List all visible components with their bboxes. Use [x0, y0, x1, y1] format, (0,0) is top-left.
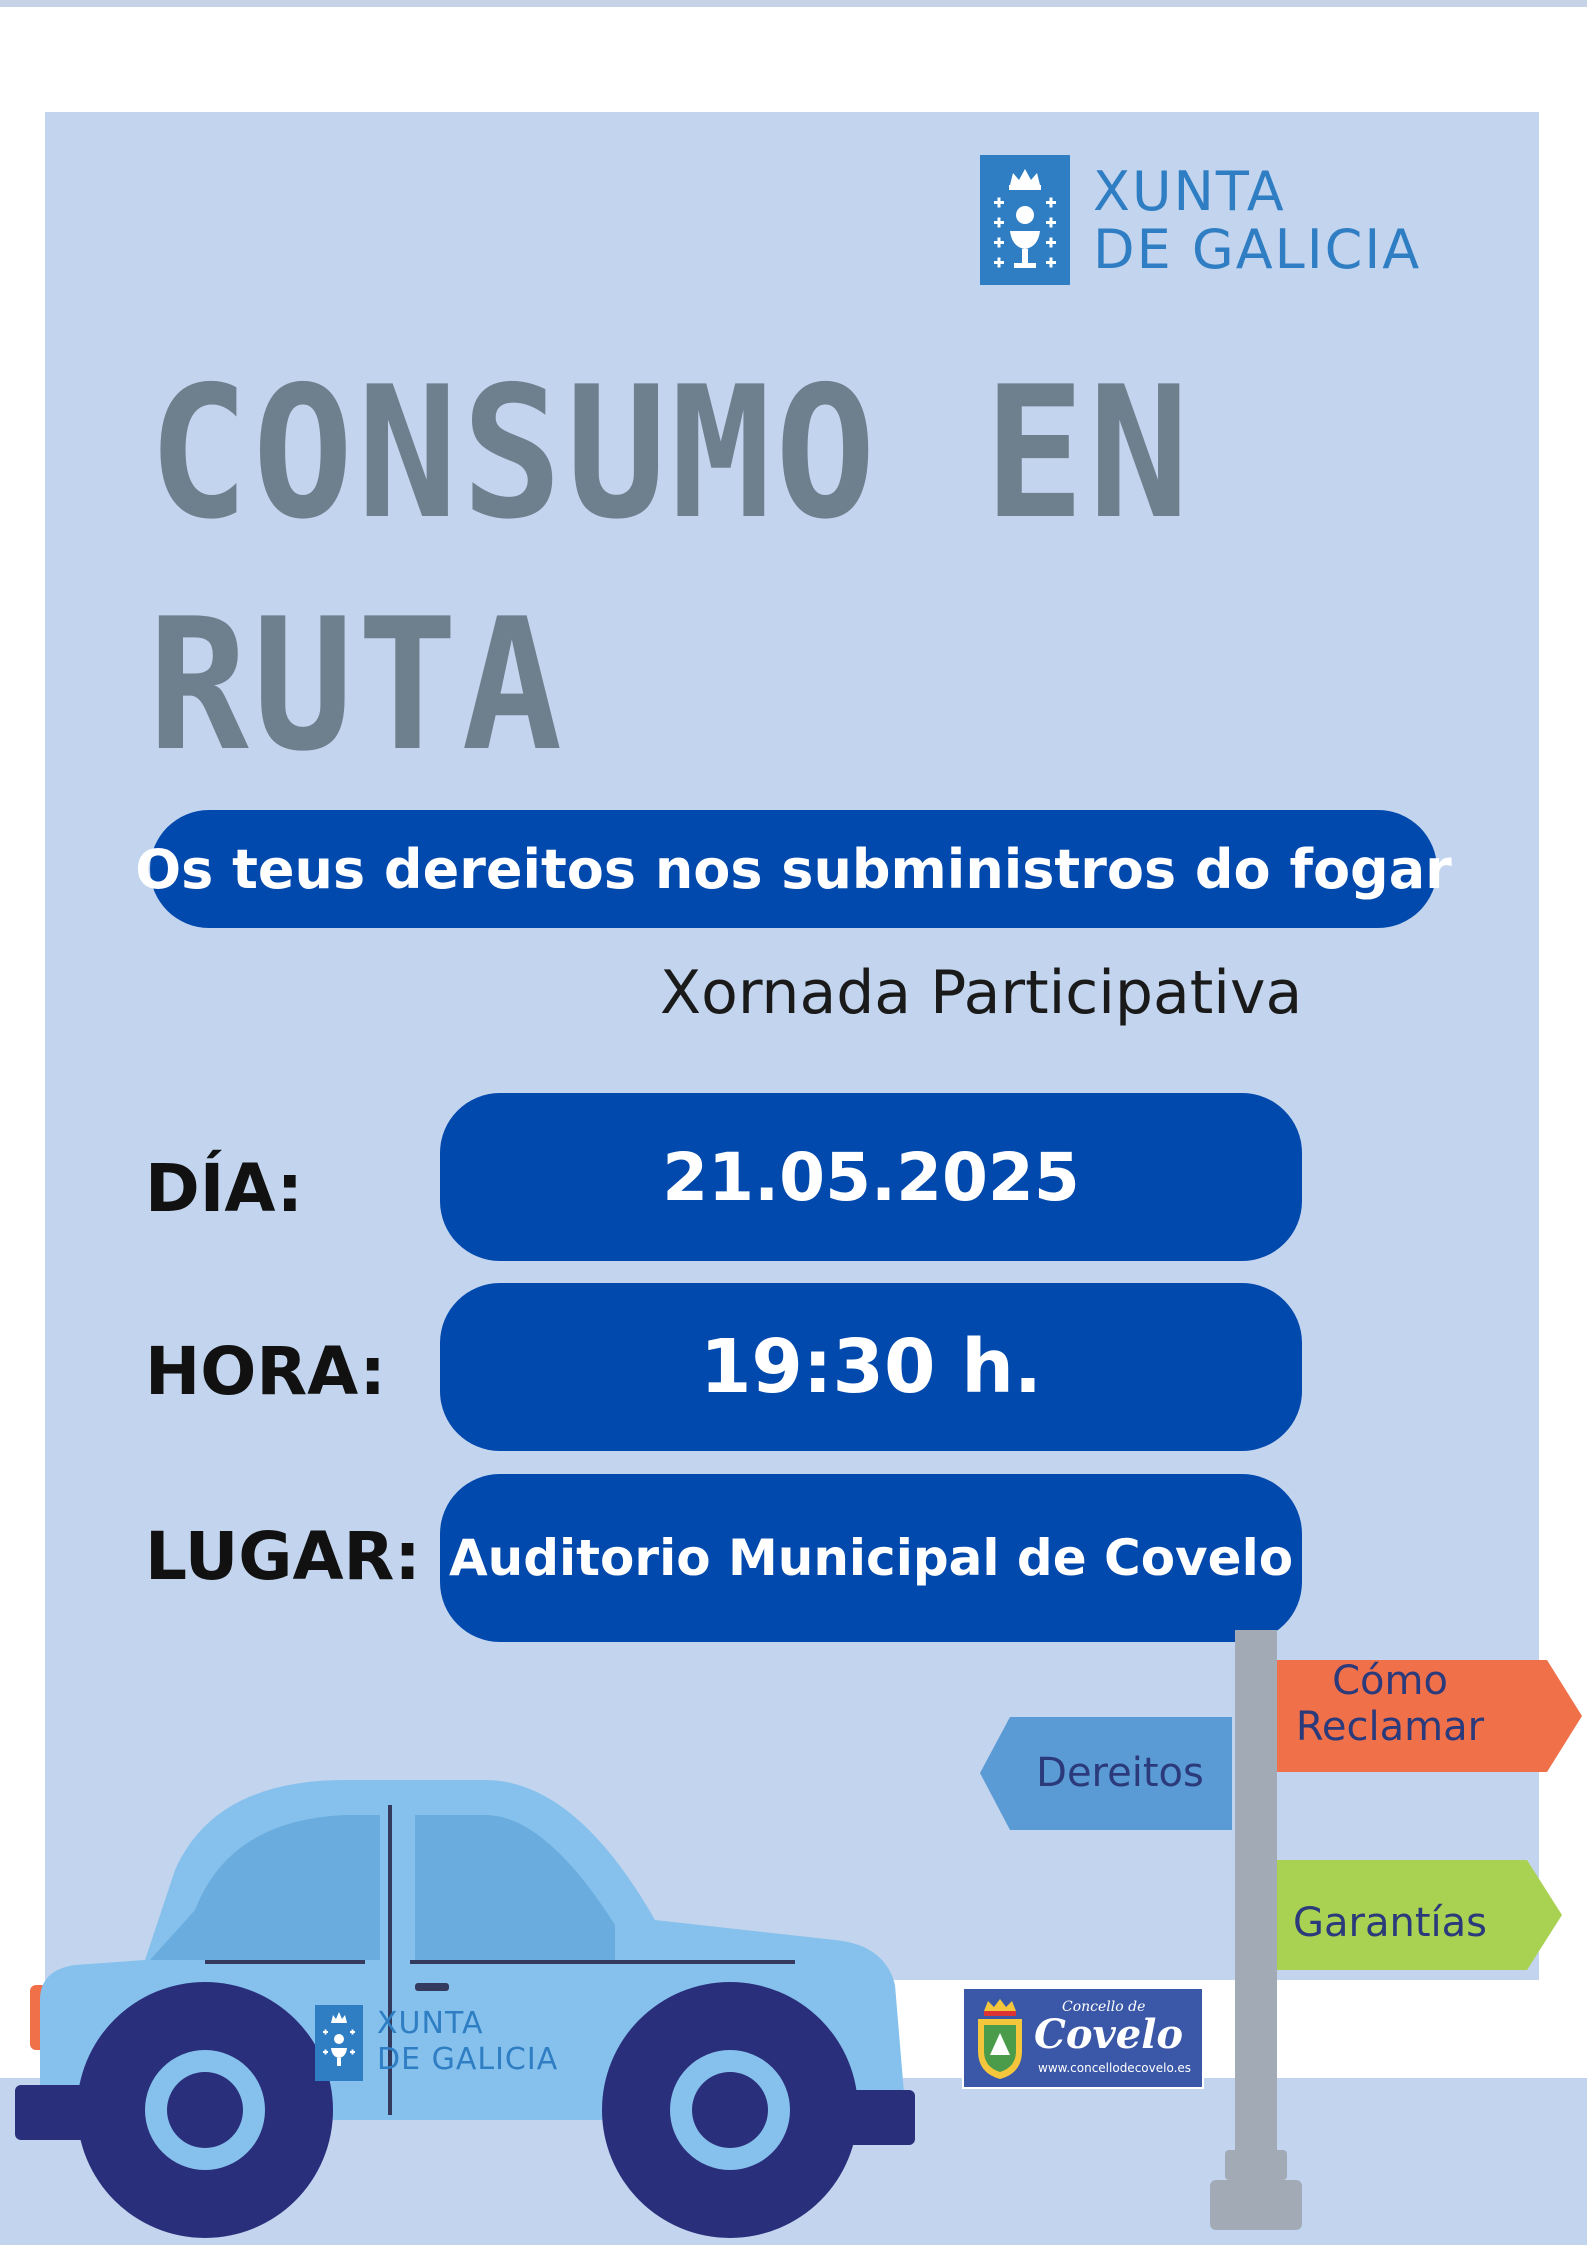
galicia-coat-of-arms-icon	[980, 155, 1070, 285]
place-value: Auditorio Municipal de Covelo	[440, 1474, 1302, 1642]
car-xunta-logo	[315, 2005, 615, 2085]
car-logo-line2: DE GALICIA	[377, 2042, 559, 2077]
car-coat-of-arms-icon	[315, 2005, 363, 2081]
xunta-de-galicia-logo	[980, 155, 1430, 285]
time-label: HORA:	[145, 1333, 386, 1410]
subtitle-banner: Os teus dereitos nos subministros do fogar	[150, 810, 1437, 928]
car-door-handle	[415, 1983, 449, 1991]
sign-garantias: Garantías	[1293, 1900, 1487, 1946]
date-value: 21.05.2025	[440, 1093, 1302, 1261]
concello-url: www.concellodecovelo.es	[1038, 2061, 1192, 2075]
xunta-logo-line2: DE GALICIA	[1093, 218, 1422, 281]
sign-como-reclamar: Cómo Reclamar	[1295, 1658, 1485, 1750]
signpost-foot	[1210, 2180, 1302, 2230]
car-logo-line1: XUNTA	[377, 2006, 484, 2041]
poster-title-line2: RUTA	[148, 579, 566, 791]
concello-de-covelo-logo	[962, 1987, 1204, 2089]
concello-small-text: Concello de	[1062, 1999, 1146, 2015]
top-border	[0, 0, 1587, 7]
event-type: Xornada Participativa	[660, 958, 1303, 1028]
signpost-base	[1225, 2150, 1287, 2180]
concello-name: Covelo	[1034, 2011, 1184, 2058]
date-label: DÍA:	[145, 1150, 304, 1227]
car-illustration	[15, 1770, 950, 2245]
time-value: 19:30 h.	[440, 1283, 1302, 1451]
poster-title-line1: CONSUMO EN	[148, 347, 1193, 559]
place-label: LUGAR:	[145, 1518, 421, 1595]
xunta-logo-line1: XUNTA	[1093, 160, 1286, 223]
signpost-illustration	[970, 1630, 1587, 2245]
covelo-shield-icon	[970, 1995, 1030, 2081]
sign-dereitos: Dereitos	[1036, 1750, 1204, 1796]
